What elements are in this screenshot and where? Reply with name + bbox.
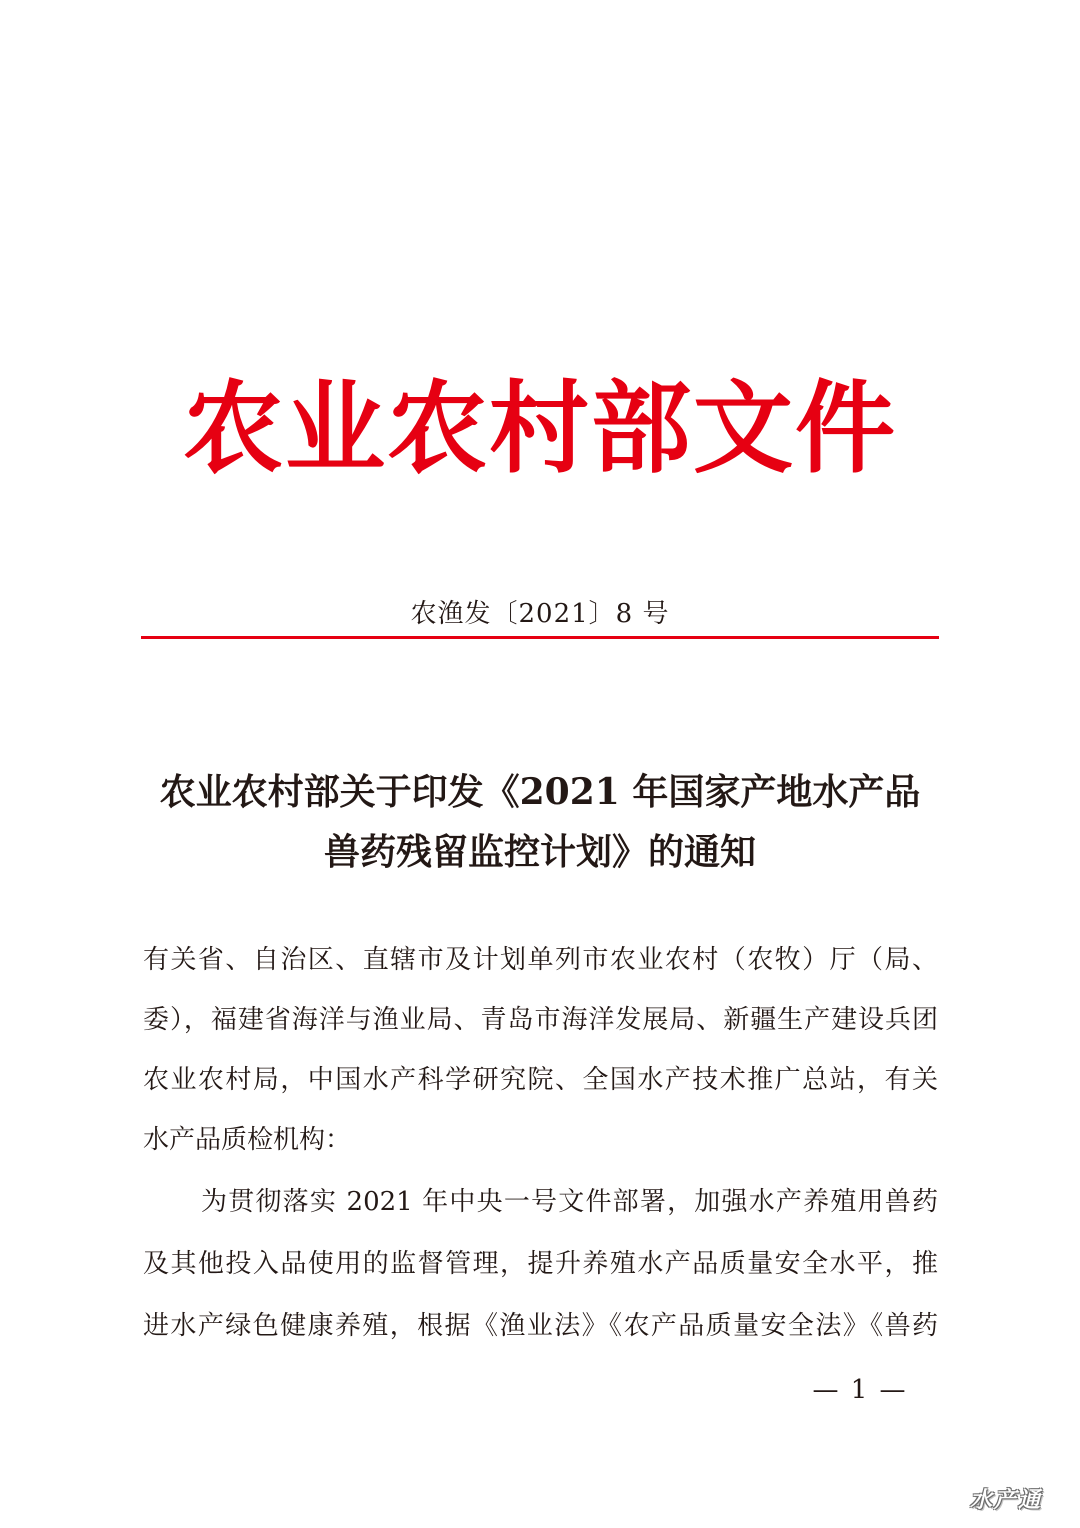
- paragraph-line: 及其他投入品使用的监督管理，提升养殖水产品质量安全水平，推: [143, 1249, 938, 1279]
- watermark-logo: 水产通: [970, 1488, 1043, 1513]
- addressee-line: 水产品质检机构：: [143, 1125, 352, 1155]
- page-number: — 1 —: [812, 1375, 908, 1405]
- document-number: 农渔发〔2021〕8 号: [410, 599, 670, 629]
- red-divider-line: [141, 636, 939, 639]
- notice-title-line-2: 兽药残留监控计划》的通知: [323, 831, 756, 873]
- masthead-title: 农业农村部文件: [183, 369, 897, 487]
- addressee-line: 有关省、自治区、直辖市及计划单列市农业农村（农牧）厅（局、: [143, 945, 938, 975]
- notice-title-line-1: 农业农村部关于印发《2021 年国家产地水产品: [159, 771, 921, 813]
- paragraph-line: 为贯彻落实 2021 年中央一号文件部署，加强水产养殖用兽药: [201, 1187, 938, 1217]
- addressee-line: 委），福建省海洋与渔业局、青岛市海洋发展局、新疆生产建设兵团: [143, 1005, 938, 1035]
- addressee-line: 农业农村局，中国水产科学研究院、全国水产技术推广总站，有关: [143, 1065, 938, 1095]
- paragraph-line: 进水产绿色健康养殖，根据《渔业法》《农产品质量安全法》《兽药: [143, 1311, 938, 1341]
- notice-title: [140, 762, 940, 882]
